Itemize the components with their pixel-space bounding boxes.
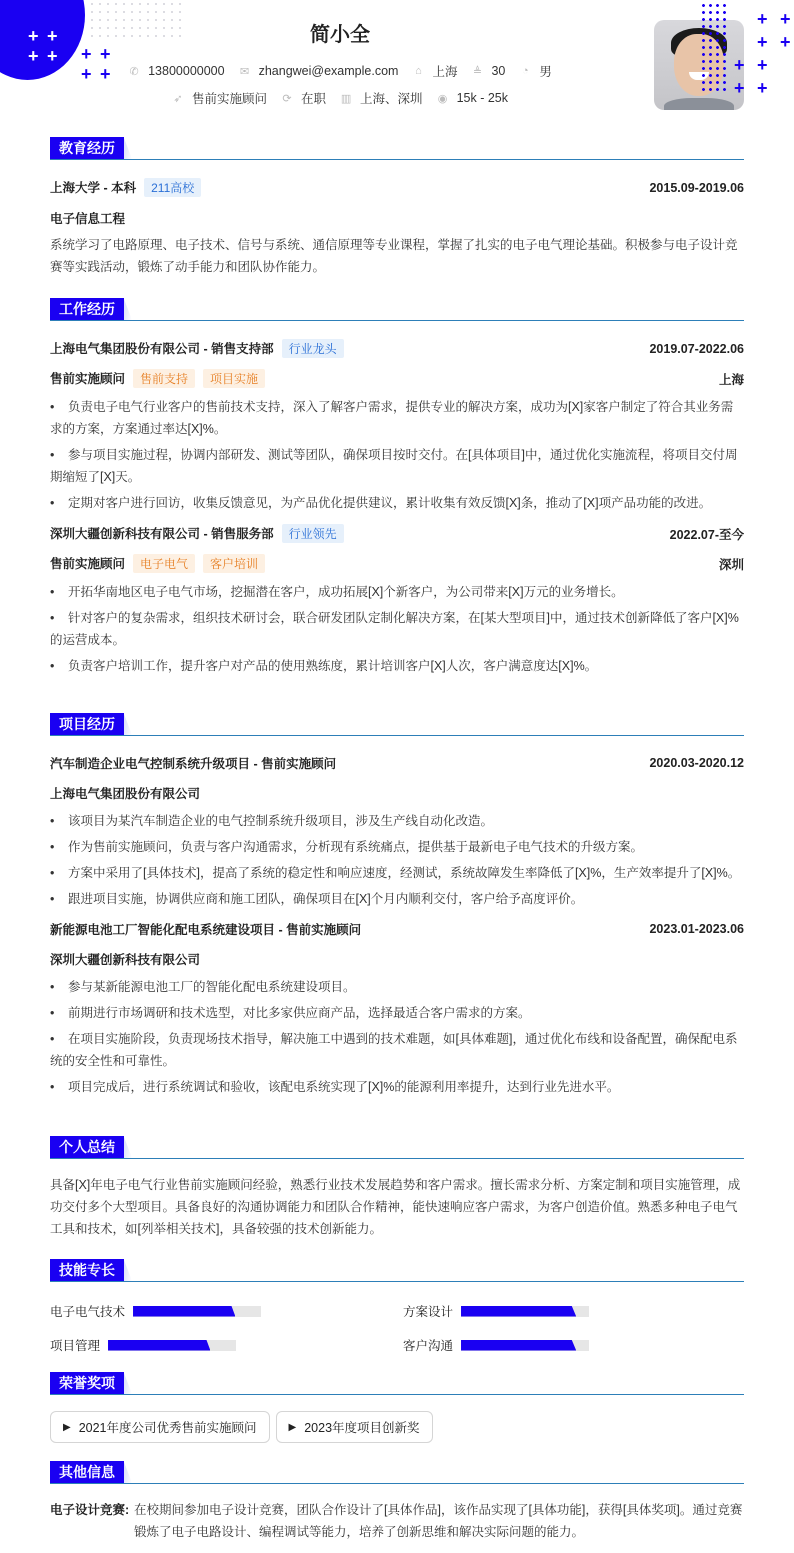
skill-tag: 电子电气 <box>133 554 195 573</box>
other-item <box>50 1499 744 1543</box>
company-name: 上海电气集团股份有限公司 - 销售支持部 <box>50 342 274 356</box>
skill-item <box>403 1336 589 1354</box>
plus-icon: + <box>81 64 92 84</box>
plus-icon: + <box>28 46 39 66</box>
work-city: 深圳 <box>718 557 744 572</box>
plus-icon: + <box>100 44 111 64</box>
plus-icon: + <box>780 9 791 29</box>
project-company: 上海电气集团股份有限公司 <box>50 787 201 801</box>
work-period: 2019.07-2022.06 <box>649 341 744 356</box>
role: 售前实施顾问 <box>50 372 126 386</box>
plus-icon: + <box>780 32 791 52</box>
awards-section <box>50 1373 744 1443</box>
work-city: 上海 <box>718 372 744 387</box>
gender-icon: ◔ <box>522 65 529 77</box>
other-text: 在校期间参加电子设计竞赛，团队合作设计了[具体作品]，该作品实现了[具体功能]，获得[具体奖项]。通过竞赛锻炼了电子电路设计、编程调试等能力，培养了创新思维和解决实际问题的能力。 <box>134 1503 743 1539</box>
home-icon: ⌂ <box>415 65 422 77</box>
project-header <box>50 920 744 938</box>
triangle-right-icon: ▶ <box>63 1421 71 1433</box>
contact-phone: ✆ 13800000000 <box>129 64 225 78</box>
decorative-dot-grid <box>700 2 728 94</box>
intent-salary: ◉ 15k - 25k <box>437 91 508 105</box>
list-item: • 作为售前实施顾问，负责与客户沟通需求，分析现有系统痛点，提供基于最新电子电气技术的升级方案。 <box>50 836 744 858</box>
salary-icon: ◉ <box>437 92 448 105</box>
contact-location: ⌂ 上海 <box>412 62 457 80</box>
projects-section <box>50 714 744 1102</box>
award-item: ▶ 2021年度公司优秀售前实施顾问 <box>50 1411 270 1443</box>
other-section <box>50 1462 744 1543</box>
education-description: 系统学习了电路原理、电子技术、信号与系统、通信原理等专业课程，掌握了扎实的电子电气理论基础。积极参与电子设计竞赛等实践活动，锻炼了动手能力和团队协作能力。 <box>50 238 738 274</box>
candidate-name: 简小全 <box>310 24 370 46</box>
intent-status: ⟳ 在职 <box>282 92 327 106</box>
contact-age: ≜ 30 <box>472 64 506 78</box>
list-item: • 在项目实施阶段，负责现场技术指导，解决施工中遇到的技术难题，如[具体难题]，通过优化布线和设备配置，确保配电系统的安全性和可靠性。 <box>50 1028 744 1072</box>
contact-gender: ◔ 男 <box>519 62 552 80</box>
plus-icon: + <box>28 26 39 46</box>
list-item: • 参与项目实施过程，协调内部研发、测试等团队，确保项目按时交付。在[具体项目]中，通过优化实施流程，将项目交付周期缩短了[X]天。 <box>50 444 744 488</box>
plus-icon: + <box>47 26 58 46</box>
education-period: 2015.09-2019.06 <box>649 180 744 195</box>
plus-icon: + <box>757 32 768 52</box>
list-item: • 前期进行市场调研和技术选型，对比多家供应商产品，选择最适合客户需求的方案。 <box>50 1002 744 1024</box>
skill-fill <box>461 1306 576 1317</box>
section-title: 项目经历 <box>50 714 744 736</box>
project-period: 2023.01-2023.06 <box>649 922 744 936</box>
plus-icon: + <box>757 78 768 98</box>
section-title: 个人总结 <box>50 1137 744 1159</box>
plus-icon: + <box>81 44 92 64</box>
send-icon: ➶ <box>173 92 183 105</box>
skill-item <box>50 1336 236 1354</box>
phone-icon: ✆ <box>129 65 139 78</box>
summary-text: 具备[X]年电子电气行业售前实施顾问经验，熟悉行业技术发展趋势和客户需求。擅长需求分析、方案定制和项目实施管理，成功交付多个大型项目。具备良好的沟通协调能力和团队合作精神，能快速响应客户需求，为客户创造价值。熟悉多种电子电气工具和技术，如[列举相关技术]，具备较强的技术创新能力。 <box>50 1178 741 1236</box>
triangle-right-icon: ▶ <box>288 1421 297 1433</box>
plus-icon: + <box>734 55 745 75</box>
skill-tag: 客户培训 <box>203 554 265 573</box>
list-item: • 跟进项目实施，协调供应商和施工团队，确保项目在[X]个月内顺利交付，客户给予高度评价。 <box>50 888 744 910</box>
status-icon: ⟳ <box>282 92 292 105</box>
list-item: • 方案中采用了[具体技术]，提高了系统的稳定性和响应速度，经测试，系统故障发生率降低了[X]%，生产效率提升了[X]%。 <box>50 862 744 884</box>
list-item: • 负责电子电气行业客户的售前技术支持，深入了解客户需求，提供专业的解决方案，成功为[X]家客户制定了符合其业务需求的方案，方案通过率达[X]%。 <box>50 396 744 440</box>
role: 售前实施顾问 <box>50 557 126 571</box>
award-item: ▶ 2023年度项目创新奖 <box>276 1411 433 1443</box>
project-title: 汽车制造企业电气控制系统升级项目 - 售前实施顾问 <box>50 757 337 771</box>
skill-name: 客户沟通 <box>403 1339 454 1353</box>
job-intent-row <box>0 89 680 107</box>
list-item: • 开拓华南地区电子电气市场，挖掘潜在客户，成功拓展[X]个新客户，为公司带来[X]万元的业务增长。 <box>50 581 744 603</box>
summary-section <box>50 1137 744 1240</box>
work-bullets <box>50 396 744 514</box>
project-title: 新能源电池工厂智能化配电系统建设项目 - 售前实施顾问 <box>50 923 362 937</box>
work-section <box>50 299 744 681</box>
section-title: 技能专长 <box>50 1260 744 1282</box>
plus-icon: + <box>734 78 745 98</box>
contact-email: ✉ zhangwei@example.com <box>239 64 399 78</box>
list-item: • 针对客户的复杂需求，组织技术研讨会，联合研发团队定制化解决方案，在[某大型项目]中，通过技术创新降低了客户[X]%的运营成本。 <box>50 607 744 651</box>
skill-name: 电子电气技术 <box>50 1305 126 1319</box>
skill-bar <box>108 1340 236 1351</box>
major: 电子信息工程 <box>50 212 126 226</box>
list-item: • 负责客户培训工作，提升客户对产品的使用熟练度，累计培训客户[X]人次，客户满意度达[X]%。 <box>50 655 744 677</box>
work-period: 2022.07-至今 <box>669 527 744 542</box>
work-entry-header <box>50 524 744 543</box>
project-header <box>50 754 744 772</box>
project-bullets <box>50 810 744 910</box>
skill-tag: 项目实施 <box>203 369 265 388</box>
intent-position: ➶ 售前实施顾问 <box>173 92 268 106</box>
school-name: 上海大学 - 本科 <box>50 181 137 195</box>
work-bullets <box>50 581 744 677</box>
section-title: 荣誉奖项 <box>50 1373 744 1395</box>
building-icon: ▥ <box>340 92 352 105</box>
intent-city: ▥ 上海、深圳 <box>340 92 423 106</box>
school-tag: 211高校 <box>144 178 201 197</box>
project-period: 2020.03-2020.12 <box>649 756 744 770</box>
company-tag: 行业领先 <box>282 524 344 543</box>
education-section <box>50 138 744 278</box>
skill-fill <box>133 1306 235 1317</box>
section-title: 工作经历 <box>50 299 744 321</box>
skill-fill <box>108 1340 210 1351</box>
list-item: • 参与某新能源电池工厂的智能化配电系统建设项目。 <box>50 976 744 998</box>
work-role-row <box>50 554 744 573</box>
skill-name: 方案设计 <box>403 1305 454 1319</box>
list-item: • 该项目为某汽车制造企业的电气控制系统升级项目，涉及生产线自动化改造。 <box>50 810 744 832</box>
plus-icon: + <box>100 64 111 84</box>
work-role-row <box>50 369 744 388</box>
list-item: • 定期对客户进行回访，收集反馈意见，为产品优化提供建议，累计收集有效反馈[X]条，推动了[X]项产品功能的改进。 <box>50 492 744 514</box>
skill-bar <box>461 1340 589 1351</box>
avatar <box>654 20 744 110</box>
work-entry-header <box>50 339 744 358</box>
skill-name: 项目管理 <box>50 1339 101 1353</box>
age-icon: ≜ <box>472 65 483 78</box>
mail-icon: ✉ <box>239 65 250 78</box>
section-title: 教育经历 <box>50 138 744 160</box>
project-company: 深圳大疆创新科技有限公司 <box>50 953 201 967</box>
skill-tag: 售前支持 <box>133 369 195 388</box>
skill-bar <box>461 1306 589 1317</box>
project-bullets <box>50 976 744 1098</box>
award-list <box>50 1411 744 1443</box>
other-label: 电子设计竞赛: <box>50 1503 130 1517</box>
contact-row <box>0 62 680 80</box>
list-item: • 项目完成后，进行系统调试和验收，该配电系统实现了[X]%的能源利用率提升，达到行业先进水平。 <box>50 1076 744 1098</box>
plus-icon: + <box>757 55 768 75</box>
plus-icon: + <box>47 46 58 66</box>
skills-section <box>50 1260 744 1360</box>
section-title: 其他信息 <box>50 1462 744 1484</box>
company-name: 深圳大疆创新科技有限公司 - 销售服务部 <box>50 527 274 541</box>
skill-bar <box>133 1306 261 1317</box>
plus-icon: + <box>757 9 768 29</box>
skill-item <box>403 1302 589 1320</box>
education-header <box>50 178 744 197</box>
skill-fill <box>461 1340 576 1351</box>
skill-item <box>50 1302 261 1320</box>
company-tag: 行业龙头 <box>282 339 344 358</box>
